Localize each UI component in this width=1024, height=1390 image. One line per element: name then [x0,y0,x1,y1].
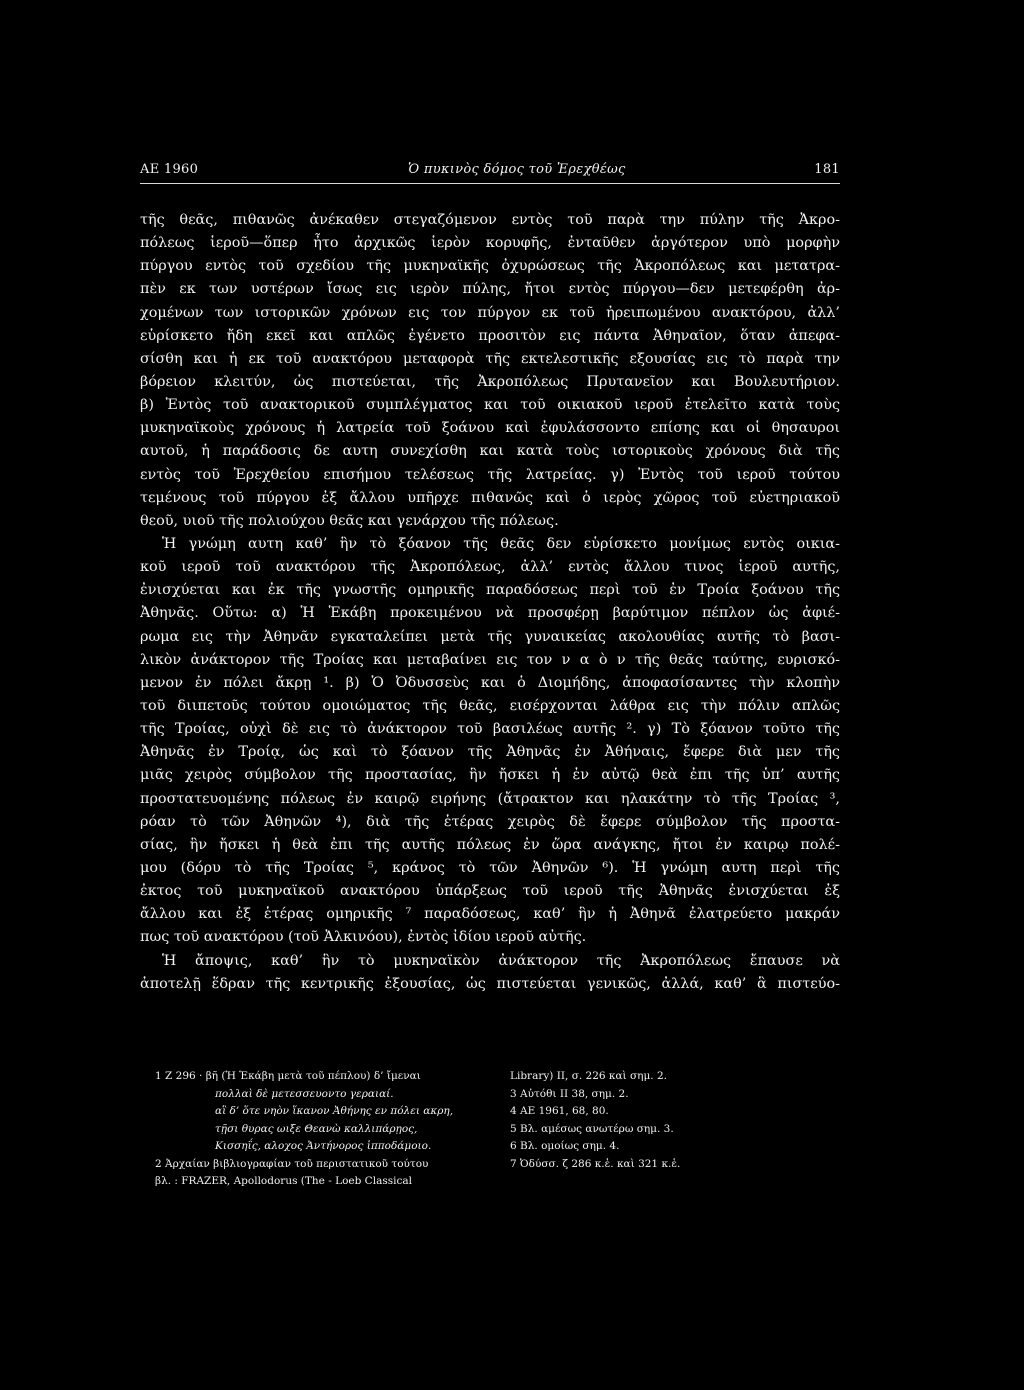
body-line: πως τοῦ ανακτόρου (τοῦ Ἀλκινόου), ἐντὸς ἰδίου ιεροῦ αὐτῆς. [140,929,587,946]
footnote-line: 1 Ζ 296 · βῆ (Ἡ Ἑκάβη μετὰ τοῦ πέπλου) δ’ ἴμεναι [155,1070,421,1082]
footnote-line: Library) II, σ. 226 καὶ σημ. 2. [510,1070,667,1082]
body-line: αυτοῦ, ἡ παράδοσις δε αυτη συνεχίσθη και κατὰ τοὺς ιστορικοὺς χρόνους διὰ τῆς [140,443,840,460]
footnotes-left-column [155,1068,490,1191]
body-line: ρωμα εις τὴν Ἀθηνᾶν εγκαταλείπει μετὰ τῆς γυναικείας ακολουθίας αυτῆς τὸ βασι- [140,628,840,645]
body-line: μενον ἐν πόλει ἄκρῃ ¹. β) Ὁ Ὀδυσσεὺς και ὁ Διομήδης, ἀποφασίσαντες τὴν κλοπὴν [140,674,840,691]
body-line: χομένων των ιστορικῶν χρόνων εις τον πύργον εκ τοῦ ἠρειπωμένου ανακτόρου, ἀλλ’ [140,304,840,321]
body-line: τῆς Τροίας, οὐχὶ δὲ εις τὸ ἀνάκτορον τοῦ βασιλέως αυτῆς ². γ) Τὸ ξόανον τοῦτο τῆς [140,721,840,738]
body-line: λικὸν ἀνάκτορον τῆς Τροίας και μεταβαίνει εις τον ν α ὸ ν τῆς θεᾶς ταύτης, ευρισκό- [140,651,840,668]
body-text [140,209,840,996]
header-rule [140,183,840,184]
body-line: ρόαν τὸ τῶν Ἀθηνῶν ⁴), διὰ τῆς ἑτέρας χειρὸς δὲ ἔφερε σύμβολον τῆς προστα- [140,813,840,830]
footnote-line: τῇσι θυρας ωιξε Θεανὼ καλλιπάρῃος, [215,1122,418,1135]
body-line: μου (δόρυ τὸ τῆς Τροίας ⁵, κράνος τὸ τῶν Ἀθηνῶν ⁶). Ἡ γνώμη αυτη περὶ τῆς [140,859,840,876]
body-line: εντὸς τοῦ Ἐρεχθείου επισήμου τελέσεως τῆς λατρείας. γ) Ἐντὸς τοῦ ιεροῦ τούτου [140,466,840,483]
footnote-line: 2 Ἀρχαίαν βιβλιογραφίαν τοῦ περιστατικοῦ τούτου [155,1157,429,1170]
running-header [140,162,840,182]
body-line: προστατευομένης πόλεως ἐν καιρῷ ειρήνης (ἄτρακτον και ηλακάτην τὸ τῆς Τροίας ³, [140,790,840,807]
body-line: εὑρίσκετο ἤδη εκεῖ και απλῶς ἐγένετο προσιτὸν εις πάντα Ἀθηναῖον, ὅταν ἀπεφα- [140,327,840,344]
body-line: ἄλλου και ἐξ ἑτέρας ομηρικῆς ⁷ παραδόσεως, καθ’ ἣν ἡ Ἀθηνᾶ ἐλατρεύετο μακράν [140,906,840,923]
body-line: σίας, ἣν ἤσκει ἡ θεὰ ἐπι τῆς αυτῆς πόλεως ἐν ὥρα ανάγκης, ἤτοι ἐν καιρῳ πολέ- [140,836,840,853]
body-line: τῆς θεᾶς, πιθανῶς ἀνέκαθεν στεγαζόμενον εντὸς τοῦ παρὰ την πύλην τῆς Ἀκρο- [140,212,840,228]
journal-reference: ΑΕ 1960 [140,162,199,177]
body-line: τοῦ διιπετοῦς τούτου ομοιώματος τῆς θεᾶς, εισέρχονται λάθρα εις τὴν πόλιν απλῶς [140,697,840,714]
body-line: σίσθη και ἡ εκ τοῦ ανακτόρου μεταφορὰ τῆς εκτελεστικῆς εξουσίας εις τὸ παρὰ την [140,350,840,367]
body-line: κοῦ ιεροῦ τοῦ ανακτόρου τῆς Ἀκροπόλεως, ἀλλ’ εντὸς ἄλλου τινος ἱεροῦ αυτῆς, [140,559,840,576]
body-line: πόλεως ἱεροῦ—ὅπερ ἦτο ἀρχικῶς ἱερὸν κορυφῆς, ἐνταῦθεν ἀργότερον υπὸ μορφὴν [140,235,840,252]
body-line: μιᾶς χειρὸς σύμβολον τῆς προστασίας, ἣν ἤσκει ἡ ἐν αὐτῷ θεὰ ἐπι τῆς ὑπ’ αυτῆς [140,767,840,784]
footnotes-right-column [510,1068,845,1173]
body-line: ἀποτελῇ ἕδραν τῆς κεντρικῆς ἐξουσίας, ὡς πιστεύεται γενικῶς, ἀλλά, καθ’ ἃ πιστεύο- [140,975,840,992]
body-line: πύργου εντὸς τοῦ σχεδίου τῆς μυκηναϊκῆς ὀχυρώσεως τῆς Ἀκροπόλεως και μετατρα- [140,258,840,275]
footnote-line: 5 Βλ. αμέσως ανωτέρω σημ. 3. [510,1122,674,1135]
footnote-line: βλ. : FRAZER, Apollodorus (The - Loeb Classical [155,1175,412,1187]
footnote-line: Κισσηΐς, αλοχος Ἀντήνορος ἱπποδάμοιο. [215,1140,432,1152]
body-line: πὲν εκ των υστέρων ἴσως εις ιερὸν πύλης, ἤτοι εντὸς πύργου—δεν μετεφέρθη ἀρ- [140,281,840,298]
body-line: ἐνισχύεται και ἐκ τῆς γνωστῆς ομηρικῆς παραδόσεως περὶ τοῦ ἐν Τροία ξοάνου τῆς [140,582,840,599]
page-number: 181 [814,162,840,177]
footnote-line: πολλαὶ δὲ μετεσσευοντο γεραιαί. [215,1087,394,1100]
body-line: ἐκτος τοῦ μυκηναϊκοῦ ανακτόρου ὑπάρξεως τοῦ ιεροῦ τῆς Ἀθηνᾶς ἐνισχύεται ἐξ [140,883,840,900]
footnote-line: 3 Αὐτόθι II 38, σημ. 2. [510,1087,629,1100]
body-line: μυκηναϊκοὺς χρόνους ἡ λατρεία τοῦ ξοάνου καὶ ἐφυλάσσοντο επίσης και οἱ θησαυροι [140,420,840,437]
body-line: β) Ἐντὸς τοῦ ανακτορικοῦ συμπλέγματος και τοῦ οικιακοῦ ιεροῦ ἐτελεῖτο κατὰ τοὺς [140,397,840,414]
body-line: θεοῦ, υιοῦ τῆς πολιούχου θεᾶς και γενάρχου τῆς πόλεως. [140,512,559,529]
body-line: βόρειον κλειτύν, ὡς πιστεύεται, τῆς Ἀκροπόλεως Πρυτανεῖον και Βουλευτήριον. [140,373,840,390]
footnote-line: αἳ δ’ ὅτε νηὸν ἵκανον Ἀθήνης εν πόλει ακρη, [215,1105,454,1117]
body-line: Ἀθηνᾶς. Οὕτω: α) Ἡ Ἑκάβη προκειμένου νὰ προσφέρῃ βαρύτιμον πέπλον ὡς ἀφιέ- [140,605,840,622]
body-line: τεμένους τοῦ πύργου ἐξ ἄλλου υπῆρχε πιθανῶς καὶ ὁ ιερὸς χῶρος τοῦ εὐετηριακοῦ [140,489,840,506]
footnote-line: 7 Ὀδύσσ. ζ 286 κ.ἑ. καὶ 321 κ.ἑ. [510,1157,681,1170]
running-title: Ὁ πυκινὸς δόμος τοῦ Ἐρεχθέως [408,162,626,177]
footnote-line: 4 ΑΕ 1961, 68, 80. [510,1105,609,1117]
body-line: Ἡ ἄποψις, καθ’ ἣν τὸ μυκηναϊκὸν ἀνάκτορον τῆς Ἀκροπόλεως ἔπαυσε νὰ [162,952,840,969]
body-line: Ἀθηνᾶς ἐν Τροίᾳ, ὡς καὶ τὸ ξόανον τῆς Ἀθηνᾶς ἐν Ἀθήναις, ἔφερε διὰ μεν τῆς [140,744,840,761]
body-line: Ἡ γνώμη αυτη καθ’ ἣν τὸ ξόανον τῆς θεᾶς δεν εὑρίσκετο μονίμως εντὸς οικια- [162,535,840,552]
footnote-line: 6 Βλ. ομοίως σημ. 4. [510,1140,620,1152]
